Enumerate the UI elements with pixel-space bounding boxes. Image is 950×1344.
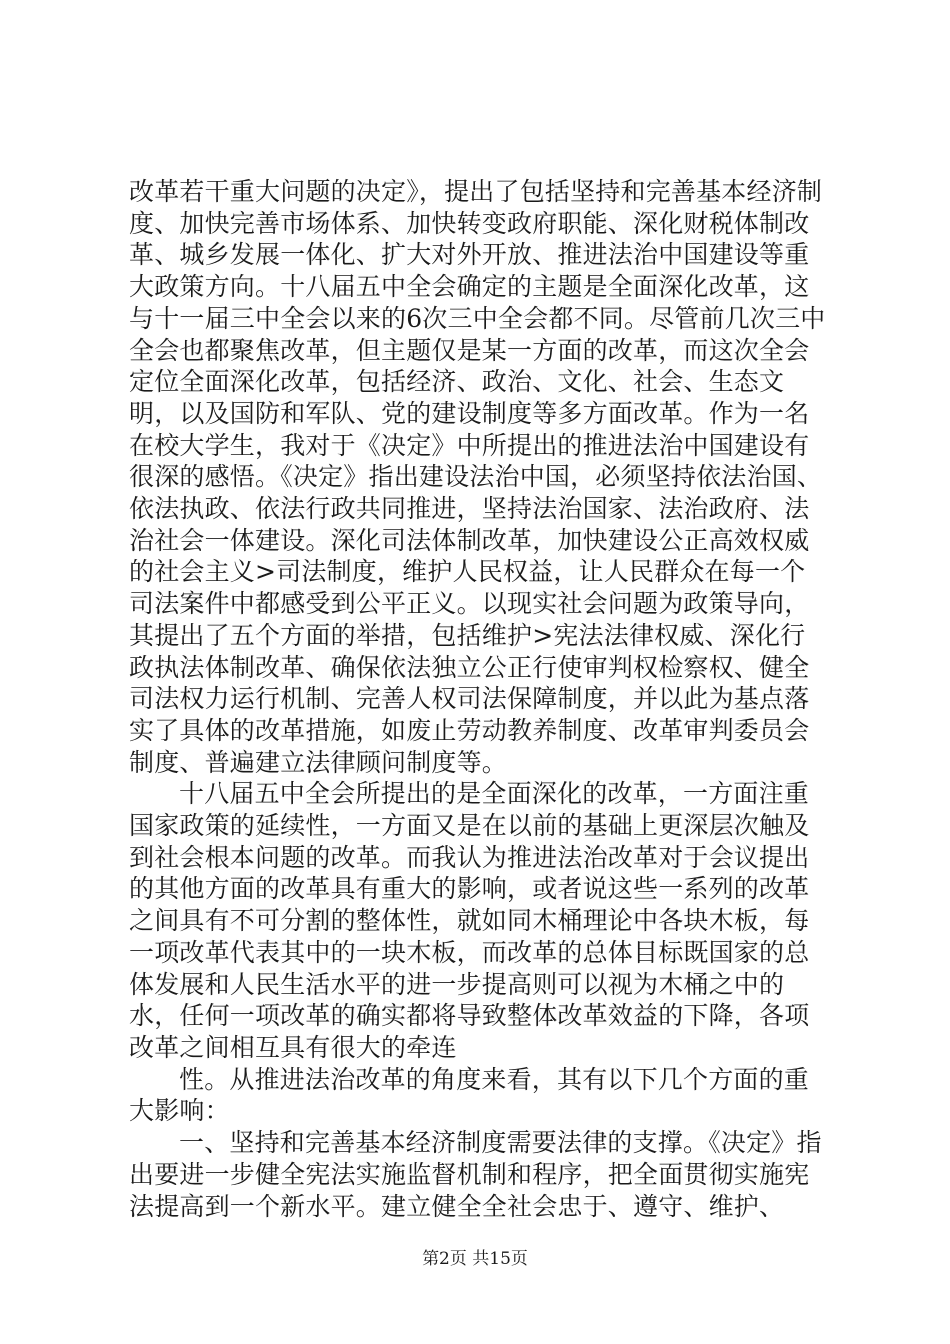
paragraph-3: 性。从推进法治改革的角度来看，其有以下几个方面的重大影响： xyxy=(129,1064,810,1126)
page-number-footer: 第2页 共15页 xyxy=(422,1249,528,1269)
paragraph-2: 十八届五中全会所提出的是全面深化的改革，一方面注重国家政策的延续性，一方面又是在以前的基础上更深层次触及到社会根本问题的改革。而我认为推进法治改革对于会议提出的其他方面的改革具有重大的影响，或者说这些一系列的改革之间具有不可分割的整体性，就如同木桶理论中各块木板，每一项改革代表其中的一块木板，而改革的总体目标既国家的总体发展和人民生活水平的进一步提高则可以视为木桶之中的水，任何一项改革的确实都将导致整体改革效益的下降，各项改革之间相互具有很大的牵连 xyxy=(129,779,810,1062)
document-body xyxy=(129,176,829,1222)
paragraph-4: 一、坚持和完善基本经济制度需要法律的支撑。《决定》指出要进一步健全宪法实施监督机制和程序，把全面贯彻实施宪法提高到一个新水平。建立健全全社会忠于、遵守、维护、 xyxy=(129,1128,822,1221)
paragraph-1: 改革若干重大问题的决定》，提出了包括坚持和完善基本经济制度、加快完善市场体系、加快转变政府职能、深化财税体制改革、城乡发展一体化、扩大对外开放、推进法治中国建设等重大政策方向。十八届五中全会确定的主题是全面深化改革，这与十一届三中全会以来的6次三中全会都不同。尽管前几次三中全会也都聚焦改革，但主题仅是某一方面的改革，而这次全会定位全面深化改革，包括经济、政治、文化、社会、生态文明，以及国防和军队、党的建设制度等多方面改革。作为一名在校大学生，我对于《决定》中所提出的推进法治中国建设有很深的感悟。《决定》指出建设法治中国，必须坚持依法治国、依法执政、依法行政共同推进，坚持法治国家、法治政府、法治社会一体建设。深化司法体制改革，加快建设公正高效权威的社会主义>司法制度，维护人民权益，让人民群众在每一个司法案件中都感受到公平正义。以现实社会问题为政策导向，其提出了五个方面的举措，包括维护>宪法法律权威、深化行政执法体制改革、确保依法独立公正行使审判权检察权、健全司法权力运行机制、完善人权司法保障制度，并以此为基点落实了具体的改革措施，如废止劳动教养制度、改革审判委员会制度、普遍建立法律顾问制度等。 xyxy=(129,177,826,777)
